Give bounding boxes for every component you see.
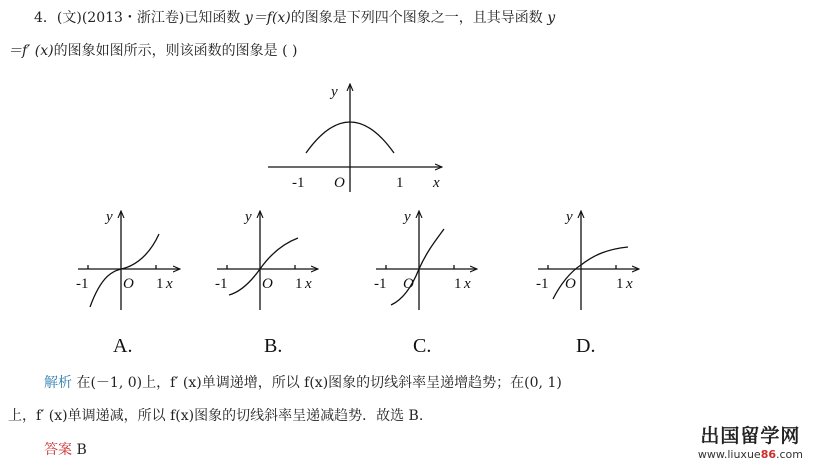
answer-value: B xyxy=(72,442,87,458)
watermark-url-prefix: www.liuxue xyxy=(697,448,761,461)
tick-label-neg-1: -1 xyxy=(374,276,387,292)
option-b-graph xyxy=(215,209,318,357)
origin-label: O xyxy=(262,276,273,292)
answer-line xyxy=(44,441,87,459)
x-axis-label: x xyxy=(464,276,471,292)
y-symbol: y xyxy=(547,10,556,26)
watermark-url-highlight: 86 xyxy=(760,448,776,461)
option-c-curve xyxy=(391,229,444,305)
x-axis-label: x xyxy=(166,276,173,292)
y-axis-label: y xyxy=(245,209,252,225)
x-axis-label: x xyxy=(626,276,633,292)
question-text-part2: 的图象是下列四个图象之一，且其导函数 xyxy=(290,10,548,26)
question-text-part3: 的图象如图所示，则该函数的图象是 ( ) xyxy=(53,43,298,59)
tick-label-neg-1: -1 xyxy=(76,276,89,292)
tick-label-neg-1: -1 xyxy=(292,175,305,191)
watermark-url-suffix: .com xyxy=(776,448,803,461)
function-expression: y＝f(x) xyxy=(244,10,291,26)
tick-label-1: 1 xyxy=(295,276,303,292)
derivative-graph xyxy=(268,84,442,192)
tick-label-1: 1 xyxy=(616,276,624,292)
option-a-curve xyxy=(90,234,159,307)
tick-label-1: 1 xyxy=(156,276,164,292)
derivative-expression: ＝f′ (x) xyxy=(8,43,54,59)
tick-label-1: 1 xyxy=(396,175,404,191)
tick-label-1: 1 xyxy=(454,276,462,292)
solution-text-2: 上，f′ (x)单调递减，所以 f(x)图象的切线斜率呈递减趋势．故选 B. xyxy=(8,408,424,424)
option-c-label: C. xyxy=(413,335,432,357)
y-axis-label: y xyxy=(331,84,338,100)
site-watermark xyxy=(698,421,803,461)
watermark-url xyxy=(698,448,803,461)
y-axis-label: y xyxy=(404,209,411,225)
solution-label: 解析 xyxy=(44,375,72,391)
watermark-title: 出国留学网 xyxy=(700,425,801,447)
option-d-label: D. xyxy=(576,335,596,357)
answer-label: 答案 xyxy=(44,442,72,458)
y-axis-label: y xyxy=(566,209,573,225)
option-b-label: B. xyxy=(264,335,283,357)
question-number: 4． xyxy=(34,10,57,26)
option-a-label: A. xyxy=(113,335,133,357)
solution-line-1 xyxy=(44,374,562,392)
solution-text-1: 在(－1, 0)上，f′ (x)单调递增，所以 f(x)图象的切线斜率呈递增趋势；在(0, 1) xyxy=(72,375,562,391)
x-axis-label: x xyxy=(433,175,440,191)
option-a-graph xyxy=(76,209,180,357)
option-c-graph xyxy=(374,209,477,357)
tick-label-neg-1: -1 xyxy=(536,276,549,292)
solution-line-2 xyxy=(8,407,423,425)
origin-label: O xyxy=(334,175,345,191)
origin-label: O xyxy=(123,276,134,292)
origin-label: O xyxy=(565,276,576,292)
y-axis-label: y xyxy=(106,209,113,225)
question-text-part1: 已知函数 xyxy=(184,10,245,26)
x-axis-label: x xyxy=(305,276,312,292)
question-source: (文)(2013・浙江卷) xyxy=(56,10,185,26)
tick-label-neg-1: -1 xyxy=(215,276,228,292)
option-d-graph xyxy=(536,209,639,357)
origin-label: O xyxy=(403,276,414,292)
